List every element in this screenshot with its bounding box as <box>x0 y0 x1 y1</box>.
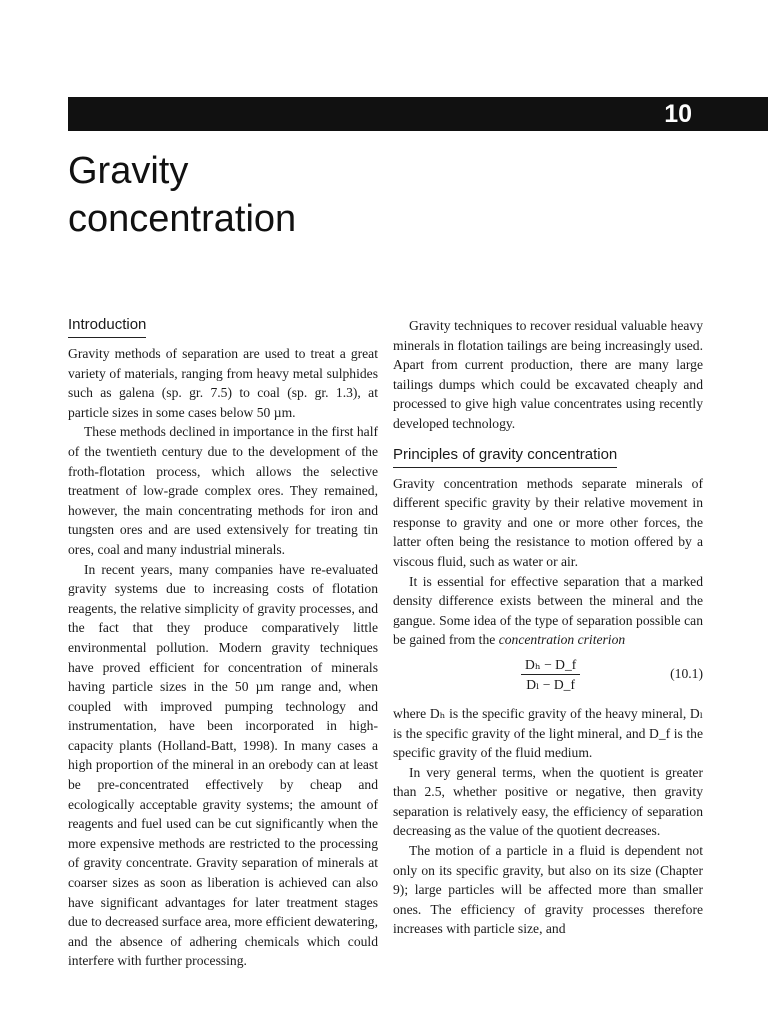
paragraph <box>393 572 703 650</box>
paragraph: In recent years, many companies have re-evaluated gravity systems due to increasing costs of flotation reagents, the relative simplicity of gravity processes, and the fact that they produce comparatively little environmental pollution. Modern gravity techniques have proved efficient for concentration of minerals having particle sizes in the 50 µm range and, when coupled with improved pumping technology and instrumentation, have been incorporated in high-capacity plants (Holland-Batt, 1998). In many cases a high proportion of the mineral in an orebody can at least be pre-concentrated effectively by cheap and ecologically acceptable gravity systems; the amount of reagents and fuel used can be cut significantly when the more expensive methods are restricted to the processing of gravity concentrate. Gravity separation of minerals at coarser sizes as soon as liberation is achieved can also have significant advantages for later treatment stages due to decreased surface area, more efficient dewatering, and the absence of adhering chemicals which could interfere with further processing. <box>68 561 378 969</box>
equation-number: (10.1) <box>670 665 703 681</box>
chapter-title-line1: Gravity <box>68 150 189 192</box>
equation-10-1 <box>393 653 703 701</box>
paragraph: The motion of a particle in a fluid is dependent not only on its specific gravity, but also on its size (Chapter 9); large particles will be affected more than smaller ones. The efficiency of gravity processes therefore increases with particle size, and <box>393 843 703 937</box>
paragraph-text: It is essential for effective separation that a marked density difference exists between the mineral and the gangue. Some idea of the type of separation possible can be gained from the <box>393 573 703 648</box>
section-heading-introduction: Introduction <box>68 316 146 338</box>
paragraph: These methods declined in importance in the first half of the twentieth century due to the development of the froth-flotation process, which allows the selective treatment of low-grade complex ores. They remained, however, the main concentrating methods for iron and tungsten ores and are used extensively for treating tin ores, coal and many industrial minerals. <box>68 424 378 557</box>
concentration-criterion-term: concentration criterion <box>498 632 626 648</box>
chapter-header-bar <box>68 97 768 131</box>
equation-denominator: Dₗ − D_f <box>526 676 576 692</box>
paragraph: Gravity techniques to recover residual valuable heavy minerals in flotation tailings are being increasingly used. Apart from current production, there are many large tailings dumps which could be excavated cheaply and processed to give high value concentrates using recently developed technology. <box>393 318 703 431</box>
equation-fraction <box>521 655 580 694</box>
paragraph: Gravity concentration methods separate minerals of different specific gravity by their relative movement in response to gravity and one or more other forces, the latter often being the resistance to motion offered by a viscous fluid, such as water or air. <box>393 475 703 569</box>
right-column <box>393 316 703 939</box>
chapter-title <box>68 147 428 243</box>
paragraph: Gravity methods of separation are used to treat a great variety of materials, ranging from heavy metal sulphides such as galena (sp. gr. 7.5) to coal (sp. gr. 1.3), at particle sizes in some cases below 50 µm. <box>68 346 378 420</box>
equation-numerator: Dₕ − D_f <box>521 655 580 675</box>
paragraph: where Dₕ is the specific gravity of the heavy mineral, Dₗ is the specific gravity of the light mineral, and D_f is the specific gravity of the fluid medium. <box>393 705 703 761</box>
chapter-number: 10 <box>664 100 692 128</box>
chapter-title-line2: concentration <box>68 198 297 240</box>
left-column <box>68 316 378 971</box>
paragraph: In very general terms, when the quotient is greater than 2.5, whether positive or negative, then gravity separation is relatively easy, the efficiency of separation decreasing as the value of the quotient decreases. <box>393 764 703 839</box>
section-heading-principles: Principles of gravity concentration <box>393 446 617 468</box>
